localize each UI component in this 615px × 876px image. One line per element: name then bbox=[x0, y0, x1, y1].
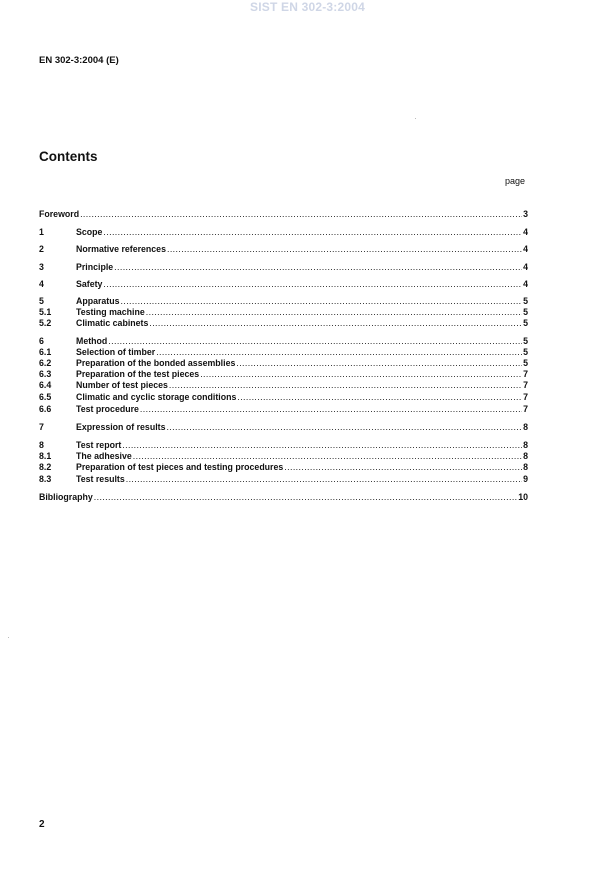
toc-entry-title: The adhesive bbox=[76, 451, 132, 461]
toc-dot-leader bbox=[80, 209, 522, 220]
document-id: EN 302-3:2004 (E) bbox=[39, 55, 119, 66]
toc-dot-leader bbox=[126, 474, 522, 485]
toc-entry-title: Scope bbox=[76, 227, 103, 237]
toc-entry-number: 8 bbox=[39, 440, 44, 450]
toc-entry[interactable] bbox=[39, 369, 528, 380]
toc-entry-number: 4 bbox=[39, 279, 44, 289]
toc-entry[interactable] bbox=[39, 358, 528, 369]
toc-entry-number: 6.1 bbox=[39, 347, 52, 357]
toc-entry[interactable] bbox=[39, 307, 528, 318]
toc-entry[interactable] bbox=[39, 227, 528, 238]
toc-entry-title: Apparatus bbox=[76, 296, 120, 306]
toc-entry-page: 7 bbox=[523, 380, 528, 390]
toc-dot-leader bbox=[114, 262, 522, 273]
toc-entry-number: 6.6 bbox=[39, 404, 52, 414]
toc-entry-title: Preparation of test pieces and testing procedures bbox=[76, 462, 284, 472]
toc-entry[interactable] bbox=[39, 318, 528, 329]
toc-entry[interactable] bbox=[39, 380, 528, 391]
toc-dot-leader bbox=[121, 296, 523, 307]
scan-speck bbox=[415, 118, 416, 119]
toc-entry-title: Preparation of the bonded assemblies bbox=[76, 358, 236, 368]
toc-entry-title: Bibliography bbox=[39, 492, 93, 502]
toc-entry-page: 7 bbox=[523, 392, 528, 402]
toc-dot-leader bbox=[156, 347, 522, 358]
toc-dot-leader bbox=[146, 307, 522, 318]
toc-entry[interactable] bbox=[39, 209, 528, 220]
toc-entry[interactable] bbox=[39, 492, 528, 503]
toc-entry-page: 5 bbox=[523, 347, 528, 357]
toc-entry-page: 7 bbox=[523, 369, 528, 379]
toc-entry-title: Climatic cabinets bbox=[76, 318, 149, 328]
toc-entry[interactable] bbox=[39, 347, 528, 358]
toc-dot-leader bbox=[103, 279, 522, 290]
scan-speck bbox=[8, 637, 9, 638]
toc-entry-page: 5 bbox=[523, 336, 528, 346]
toc-entry-page: 9 bbox=[523, 474, 528, 484]
toc-entry-page: 10 bbox=[518, 492, 528, 502]
toc-entry-page: 5 bbox=[523, 296, 528, 306]
toc-entry-number: 5.1 bbox=[39, 307, 52, 317]
contents-heading: Contents bbox=[39, 149, 98, 164]
toc-dot-leader bbox=[236, 358, 522, 369]
toc-entry-number: 2 bbox=[39, 244, 44, 254]
toc-entry-title: Expression of results bbox=[76, 422, 166, 432]
toc-dot-leader bbox=[108, 336, 522, 347]
toc-entry-page: 3 bbox=[523, 209, 528, 219]
toc-entry-page: 8 bbox=[523, 451, 528, 461]
toc-entry[interactable] bbox=[39, 462, 528, 473]
toc-entry-number: 6.5 bbox=[39, 392, 52, 402]
toc-entry[interactable] bbox=[39, 404, 528, 415]
toc-entry-number: 6 bbox=[39, 336, 44, 346]
toc-entry-page: 5 bbox=[523, 358, 528, 368]
toc-entry[interactable] bbox=[39, 244, 528, 255]
toc-entry-title: Number of test pieces bbox=[76, 380, 168, 390]
toc-dot-leader bbox=[149, 318, 522, 329]
toc-entry-number: 7 bbox=[39, 422, 44, 432]
watermark: SIST EN 302-3:2004 bbox=[250, 0, 365, 14]
toc-entry-number: 1 bbox=[39, 227, 44, 237]
toc-entry-page: 8 bbox=[523, 440, 528, 450]
toc-entry-page: 7 bbox=[523, 404, 528, 414]
toc-dot-leader bbox=[237, 392, 522, 403]
page-column-label: page bbox=[505, 176, 526, 186]
toc-entry-page: 5 bbox=[523, 318, 528, 328]
toc-dot-leader bbox=[166, 422, 522, 433]
toc-entry-page: 8 bbox=[523, 422, 528, 432]
toc-entry-page: 4 bbox=[523, 244, 528, 254]
toc-dot-leader bbox=[122, 440, 522, 451]
toc-dot-leader bbox=[140, 404, 522, 415]
toc-entry-number: 5 bbox=[39, 296, 44, 306]
toc-entry[interactable] bbox=[39, 279, 528, 290]
toc-entry-title: Principle bbox=[76, 262, 114, 272]
footer-page-number: 2 bbox=[39, 819, 45, 830]
toc-dot-leader bbox=[284, 462, 522, 473]
toc-entry-number: 8.3 bbox=[39, 474, 52, 484]
toc-entry-page: 5 bbox=[523, 307, 528, 317]
toc-entry[interactable] bbox=[39, 422, 528, 433]
toc-dot-leader bbox=[94, 492, 517, 503]
toc-entry-page: 8 bbox=[523, 462, 528, 472]
toc-entry[interactable] bbox=[39, 474, 528, 485]
toc-entry-page: 4 bbox=[523, 279, 528, 289]
toc-entry[interactable] bbox=[39, 262, 528, 273]
toc-entry-title: Selection of timber bbox=[76, 347, 156, 357]
toc-entry-number: 8.2 bbox=[39, 462, 52, 472]
toc-entry-number: 6.4 bbox=[39, 380, 52, 390]
toc-entry[interactable] bbox=[39, 440, 528, 451]
toc-entry-title: Test report bbox=[76, 440, 122, 450]
toc-entry-number: 6.2 bbox=[39, 358, 52, 368]
toc-entry-title: Test procedure bbox=[76, 404, 139, 414]
toc-entry-title: Normative references bbox=[76, 244, 166, 254]
toc-entry-title: Climatic and cyclic storage conditions bbox=[76, 392, 237, 402]
toc-entry[interactable] bbox=[39, 296, 528, 307]
toc-dot-leader bbox=[169, 380, 522, 391]
toc-entry-title: Testing machine bbox=[76, 307, 145, 317]
toc-entry-title: Foreword bbox=[39, 209, 80, 219]
toc-dot-leader bbox=[167, 244, 522, 255]
toc-entry-title: Preparation of the test pieces bbox=[76, 369, 200, 379]
toc-entry-page: 4 bbox=[523, 227, 528, 237]
toc-entry-number: 5.2 bbox=[39, 318, 52, 328]
toc-entry[interactable] bbox=[39, 392, 528, 403]
toc-entry[interactable] bbox=[39, 451, 528, 462]
toc-dot-leader bbox=[133, 451, 522, 462]
toc-entry-page: 4 bbox=[523, 262, 528, 272]
toc-entry-number: 8.1 bbox=[39, 451, 52, 461]
toc-entry-title: Safety bbox=[76, 279, 103, 289]
toc-dot-leader bbox=[103, 227, 522, 238]
toc-dot-leader bbox=[200, 369, 522, 380]
toc-entry-title: Method bbox=[76, 336, 108, 346]
toc-entry-title: Test results bbox=[76, 474, 125, 484]
toc-entry-number: 6.3 bbox=[39, 369, 52, 379]
toc-entry-number: 3 bbox=[39, 262, 44, 272]
toc-entry[interactable] bbox=[39, 336, 528, 347]
